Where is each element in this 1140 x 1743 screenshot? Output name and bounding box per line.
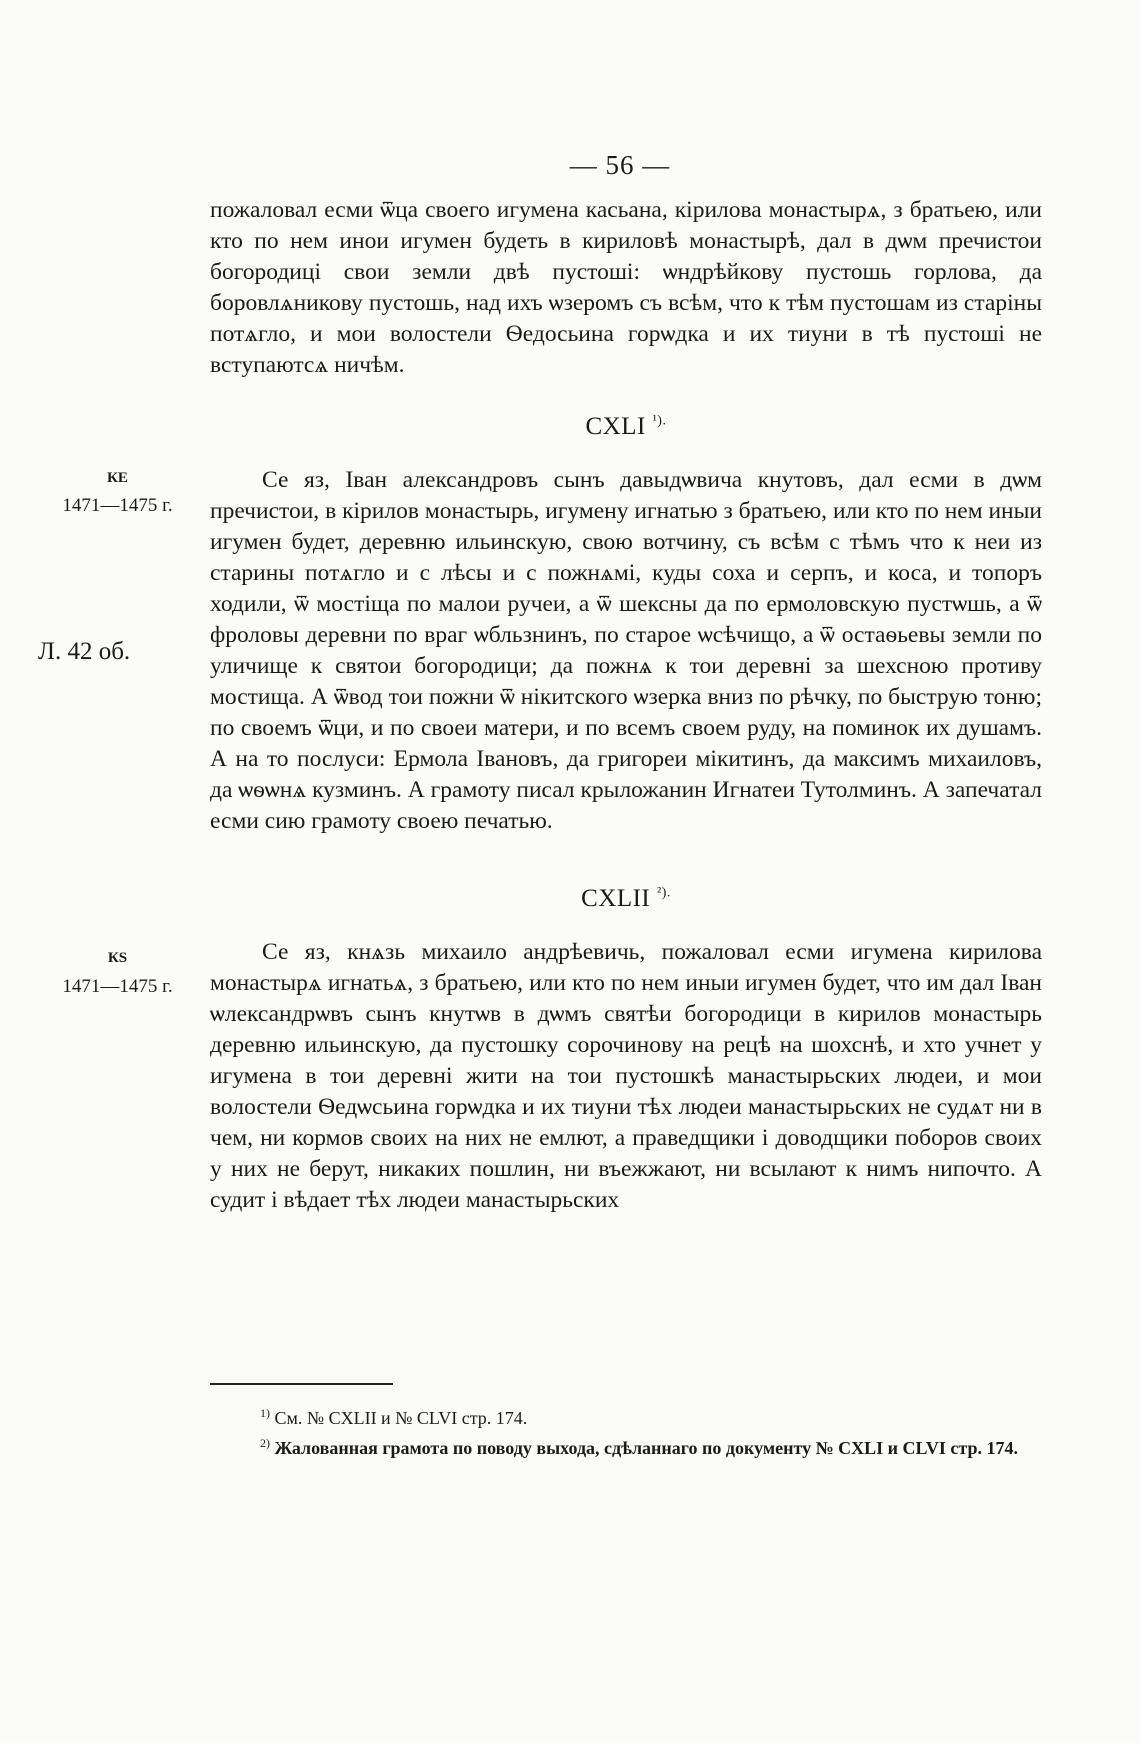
section-heading-2 xyxy=(210,885,1042,913)
margin-date-1: 1471—1475 г. xyxy=(62,495,173,516)
footnote-1-marker: 1) xyxy=(260,1406,270,1420)
intro-paragraph: пожаловал есми ѿца своего игумена касьана, кірилова монастырѧ, з братьею, или кто по нем инои игумен будеть в кириловѣ монастырѣ, дал в дѡм пречистои богородиці свои земли двѣ пустоші: ѡндрѣйкову пустошь горлова, да боровлѧникову пустошь, над ихъ ѡзеромъ съ всѣм, что к тѣм пустошам из старіны потѧгло, и мои волостели Ѳедосьина горѡдка и их тиуни в тѣ пустоші не вступаютсѧ ничѣм. xyxy=(210,197,1042,378)
section-heading-2-note: ²). xyxy=(657,885,671,901)
section-heading-1-note: ¹). xyxy=(652,413,667,429)
footnote-1 xyxy=(210,1401,1042,1431)
margin-folio: Л. 42 об. xyxy=(38,638,131,665)
section-heading-2-number: CXLII xyxy=(581,885,651,912)
section-1-body xyxy=(210,465,1042,837)
section-heading-1-number: CXLI xyxy=(585,413,646,440)
footnote-2 xyxy=(210,1431,1042,1461)
page-number: — 56 — xyxy=(569,150,671,180)
footnote-1-text: См. № CXLII и № CLVI стр. 174. xyxy=(274,1408,528,1428)
section-2-body xyxy=(210,937,1042,1216)
margin-doc-number-2: КЅ xyxy=(107,950,128,966)
section-1-text: Се яз, Іван александровъ сынъ давыдѡвича кнутовъ, дал есми в дѡм пречистои, в кірилов монастырь, игумену игнатью з братьею, или кто по нем иныи игумен будет, деревню ильинскую, свою вотчину, съ всѣм с тѣмъ что к неи из старины потѧгло и с лѣсы и с пожнѧмі, куды соха и серпъ, и коса, и топоръ ходили, ѿ мостіща по малои ручеи, а ѿ шексны да по ермоловскую пустѡшь, а ѿ фроловы деревни по враг ѡбльзнинъ, по старое ѡсѣчищо, а ѿ остаѳьевы земли по уличище к святои богородици; да пожнѧ к тои деревні за шехсною противу мостища. А ѿвод тои пожни ѿ нікитского ѡзерка вниз по рѣчку, по быструю тоню; по своемъ ѿци, и по своеи матери, и по всемъ своем руду, на поминок их душамъ. А на то послуси: Ермола Івановъ, да григореи мікитинъ, да максимъ михаиловъ, да ѡѳѡнѧ кузминъ. А грамоту писал крыложанин Игнатеи Тутолминъ. А запечатал есми сию грамоту своею печатью. xyxy=(210,467,1042,834)
footnote-2-marker: 2) xyxy=(260,1436,270,1450)
section-2-text: Се яз, кнѧзь михаило андрѣевичь, пожаловал есми игумена кирилова монастырѧ игнатьѧ, з братьею, или кто по нем иныи игумен будет, что им дал Іван ѡлександрѡвъ сынъ кнутѡв в дѡмъ святѣи богородици в кирилов монастырь деревню ильинскую, да пустошку сорочинову на рецѣ на шохснѣ, и хто учнет у игумена в тои деревні жити на тои пустошкѣ манастырьских людеи, и мои волостели Ѳедѡсьина горѡдка и их тиуни тѣх людеи манастырьских не судѧт ни в чем, ни кормов своих на них не емлют, а праведщики і доводщики поборов своих у них не берут, никаких пошлин, ни въежжают, ни всылают к нимъ нипочто. А судит і вѣдает тѣх людеи манастырьских xyxy=(210,939,1042,1213)
margin-date-2: 1471—1475 г. xyxy=(62,976,173,997)
footnote-rule xyxy=(210,1383,393,1385)
footnote-2-text: Жалованная грамота по поводу выхода, сдѣланнаго по документу № CXLI и CLVI стр. 174. xyxy=(274,1438,1018,1458)
footnotes xyxy=(210,1401,1042,1461)
section-heading-1 xyxy=(210,413,1042,441)
margin-doc-number-1: КЕ xyxy=(107,470,128,486)
intro-block xyxy=(210,195,1042,381)
